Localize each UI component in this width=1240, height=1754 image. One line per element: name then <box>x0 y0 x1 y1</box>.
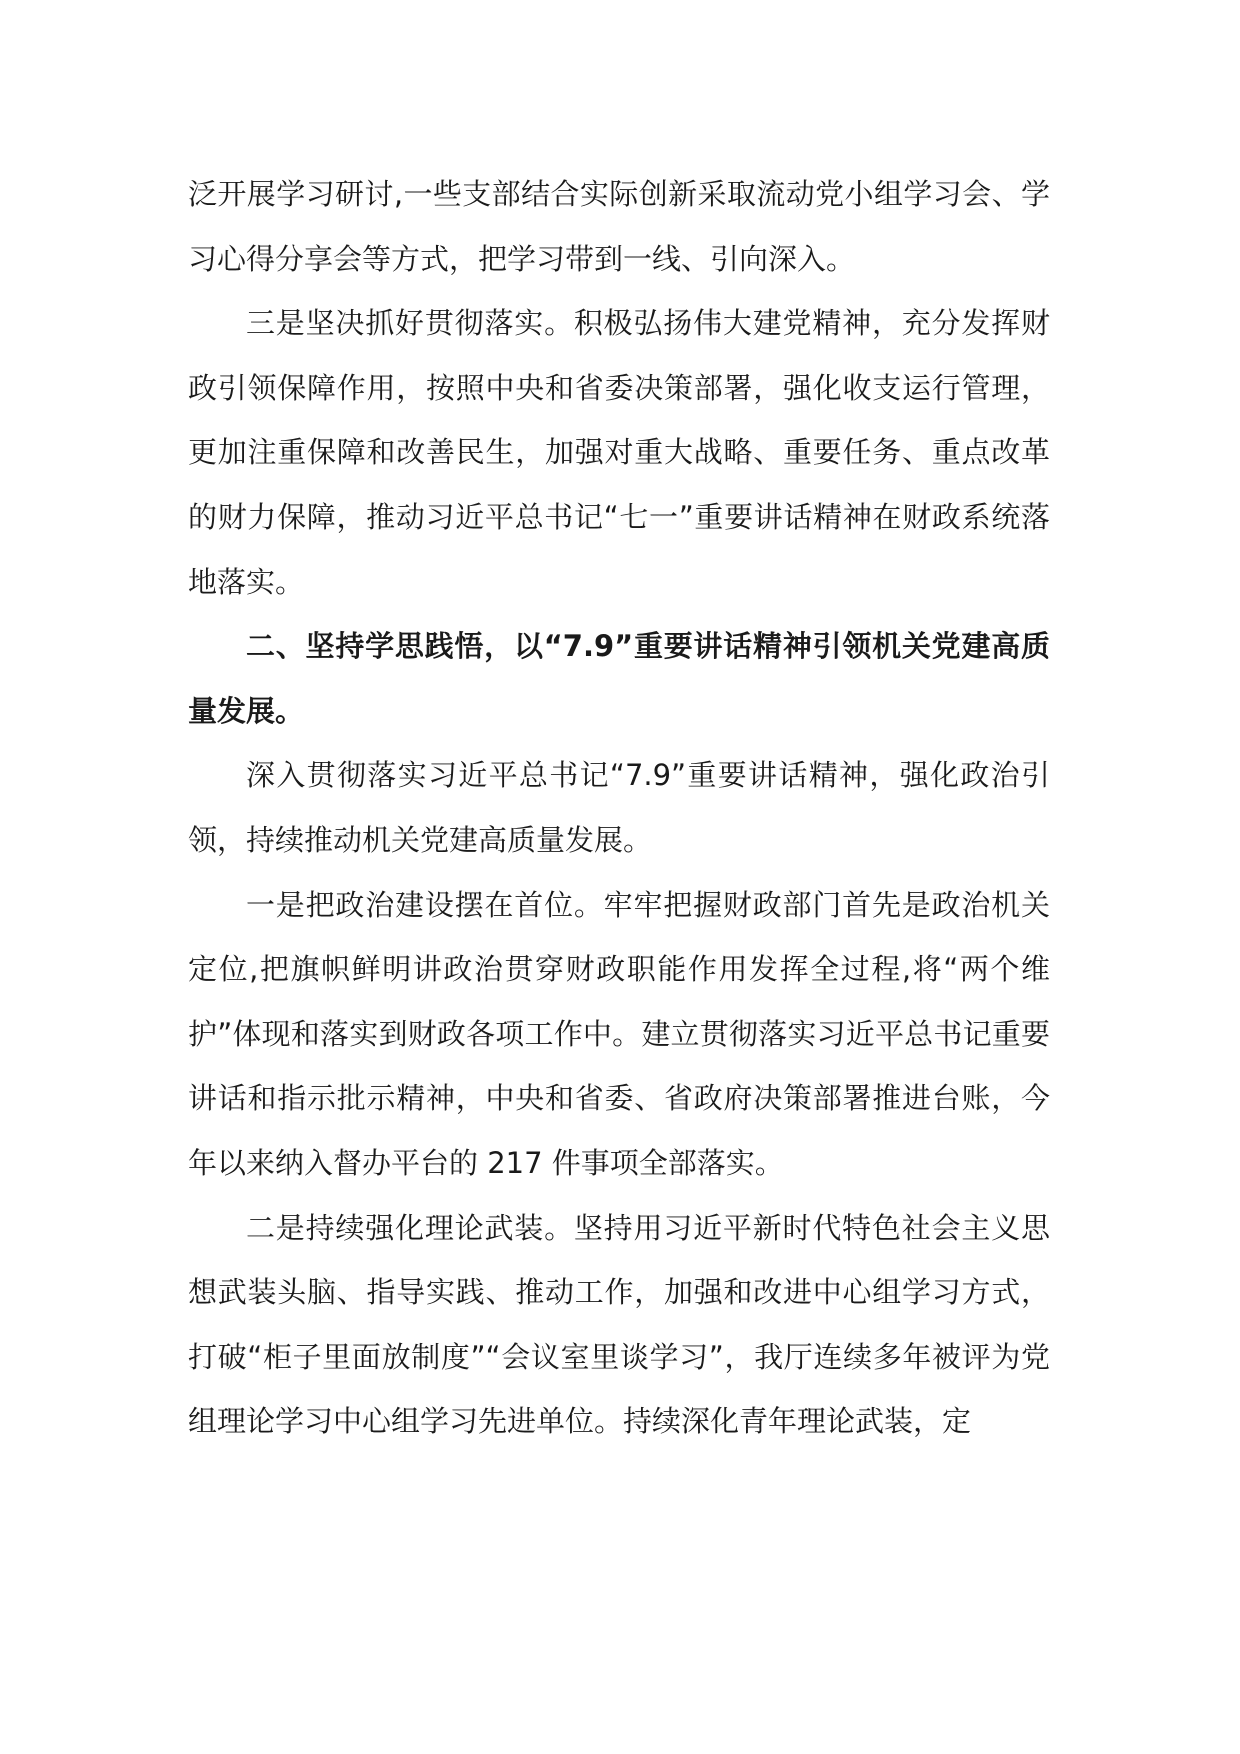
paragraph-2: 三是坚决抓好贯彻落实。积极弘扬伟大建党精神，充分发挥财政引领保障作用，按照中央和省委决策部署，强化收支运行管理，更加注重保障和改善民生，加强对重大战略、重要任务、重点改革的财力保障，推动习近平总书记“七一”重要讲话精神在财政系统落地落实。 <box>188 306 1050 599</box>
document-body <box>188 162 1050 1454</box>
paragraph-1: 泛开展学习研讨,一些支部结合实际创新采取流动党小组学习会、学习心得分享会等方式，把学习带到一线、引向深入。 <box>188 177 1050 276</box>
paragraph-4: 深入贯彻落实习近平总书记“7.9”重要讲话精神，强化政治引领，持续推动机关党建高质量发展。 <box>188 758 1050 857</box>
paragraph-6: 二是持续强化理论武装。坚持用习近平新时代特色社会主义思想武装头脑、指导实践、推动工作，加强和改进中心组学习方式，打破“柜子里面放制度”“会议室里谈学习”，我厅连续多年被评为党组理论学习中心组学习先进单位。持续深化青年理论武装，定 <box>188 1210 1050 1439</box>
paragraph-5: 一是把政治建设摆在首位。牢牢把握财政部门首先是政治机关定位,把旗帜鲜明讲政治贯穿财政职能作用发挥全过程,将“两个维护”体现和落实到财政各项工作中。建立贯彻落实习近平总书记重要讲话和指示批示精神，中央和省委、省政府决策部署推进台账，今年以来纳入督办平台的 217 件事项全部落实。 <box>188 887 1050 1180</box>
section-heading: 二、坚持学思践悟，以“7.9”重要讲话精神引领机关党建高质量发展。 <box>188 629 1050 728</box>
